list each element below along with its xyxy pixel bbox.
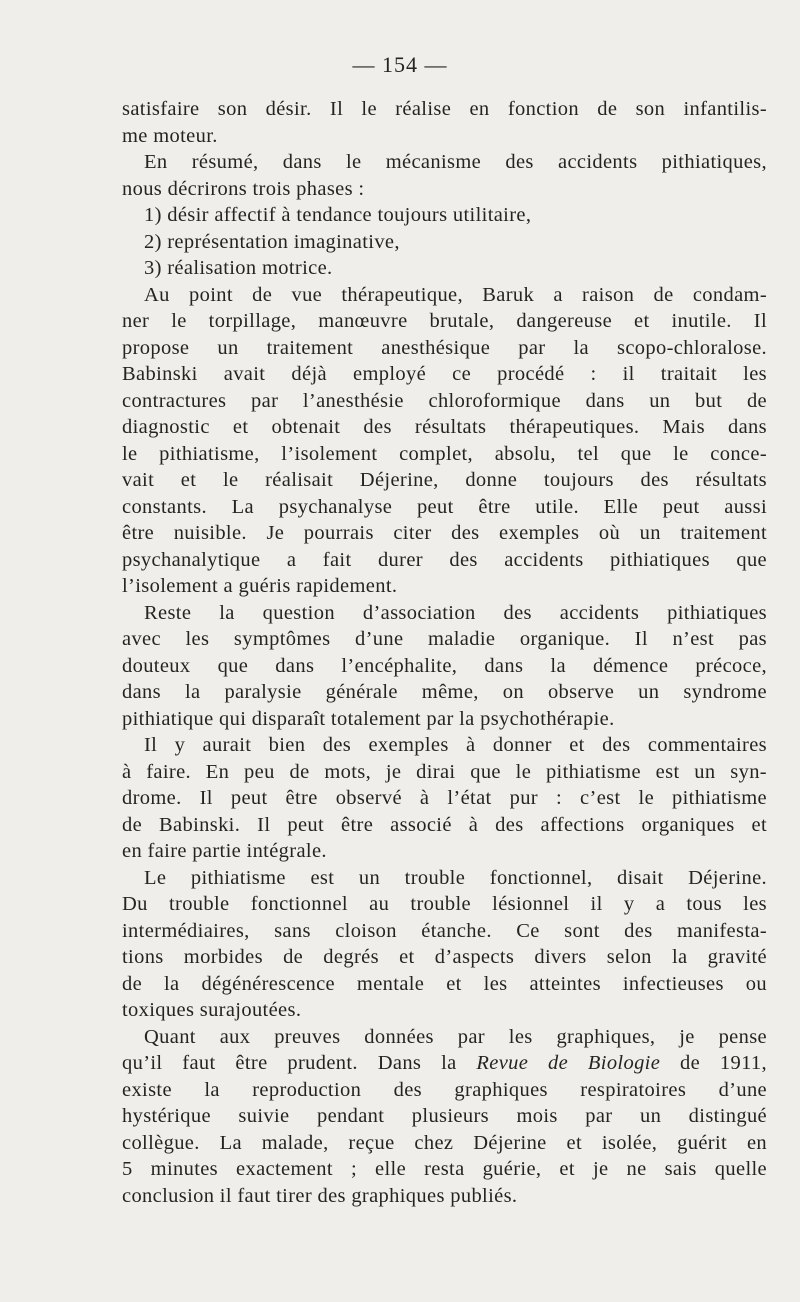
text-line: 1) désir affectif à tendance toujours utilitaire, bbox=[144, 204, 532, 226]
text-line: hystérique suivie pendant plusieurs mois par un distingué bbox=[122, 1105, 767, 1127]
text-line: nous décrirons trois phases : bbox=[122, 177, 365, 200]
text-line: 3) réalisation motrice. bbox=[144, 257, 333, 279]
text-line: toxiques surajoutées. bbox=[122, 999, 302, 1021]
text-line: Du trouble fonctionnel au trouble lésionnel il y a tous les bbox=[122, 893, 767, 915]
text-line: le pithiatisme, l’isolement complet, absolu, tel que le conce- bbox=[122, 442, 767, 465]
text-line: Il y aurait bien des exemples à donner et des commentaires bbox=[144, 734, 767, 756]
text-line: existe la reproduction des graphiques respiratoires d’une bbox=[122, 1078, 767, 1101]
text-line: Le pithiatisme est un trouble fonctionnel, disait Déjerine. bbox=[144, 866, 767, 889]
text-line: Au point de vue thérapeutique, Baruk a raison de condam- bbox=[144, 283, 767, 306]
text-line: être nuisible. Je pourrais citer des exemples où un traitement bbox=[122, 522, 767, 544]
text-line: à faire. En peu de mots, je dirai que le pithiatisme est un syn- bbox=[122, 760, 767, 783]
text-line: contractures par l’anesthésie chloroformique dans un but de bbox=[122, 389, 767, 412]
text-line: ner le torpillage, manœuvre brutale, dangereuse et inutile. Il bbox=[122, 310, 767, 332]
text-line: propose un traitement anesthésique par la scopo-chloralose. bbox=[122, 336, 767, 359]
text-line: psychanalytique a fait durer des accidents pithiatiques que bbox=[122, 548, 767, 571]
text-line: conclusion il faut tirer des graphiques publiés. bbox=[122, 1184, 518, 1207]
text-line: Reste la question d’association des accidents pithiatiques bbox=[144, 601, 767, 624]
text-line: de Babinski. Il peut être associé à des affections organiques et bbox=[122, 813, 767, 836]
text-line: Quant aux preuves données par les graphiques, je pense bbox=[144, 1025, 767, 1048]
text-line: dans la paralysie générale même, on observe un syndrome bbox=[122, 681, 767, 703]
text-line: drome. Il peut être observé à l’état pur : c’est le pithiatisme bbox=[122, 787, 767, 809]
text-line: avec les symptômes d’une maladie organique. Il n’est pas bbox=[122, 628, 767, 650]
text-line: douteux que dans l’encéphalite, dans la démence précoce, bbox=[122, 654, 767, 677]
text-line: pithiatique qui disparaît totalement par la psychothérapie. bbox=[122, 707, 615, 730]
text-line: satisfaire son désir. Il le réalise en fonction de son infantilis- bbox=[122, 98, 767, 120]
text-line: qu’il faut être prudent. Dans la Revue de Biologie de 1911, bbox=[122, 1052, 767, 1074]
text-line: 2) représentation imaginative, bbox=[144, 230, 400, 253]
text-line: constants. La psychanalyse peut être utile. Elle peut aussi bbox=[122, 495, 767, 518]
text-line: 5 minutes exactement ; elle resta guérie, et je ne sais quelle bbox=[122, 1158, 767, 1180]
page-number: — 154 — bbox=[352, 52, 448, 77]
text-line: diagnostic et obtenait des résultats thérapeutiques. Mais dans bbox=[122, 416, 767, 438]
text-line: l’isolement a guéris rapidement. bbox=[122, 575, 398, 597]
text-line: intermédiaires, sans cloison étanche. Ce sont des manifesta- bbox=[122, 919, 767, 942]
text-line: En résumé, dans le mécanisme des accidents pithiatiques, bbox=[144, 151, 767, 173]
body-text bbox=[122, 96, 767, 1209]
text-line: Babinski avait déjà employé ce procédé : il traitait les bbox=[122, 363, 767, 385]
text-line: tions morbides de degrés et d’aspects divers selon la gravité bbox=[122, 946, 767, 968]
journal-title: Revue de Biologie bbox=[476, 1052, 661, 1074]
text-line: vait et le réalisait Déjerine, donne toujours des résultats bbox=[122, 469, 767, 491]
text-line: de la dégénérescence mentale et les atteintes infectieuses ou bbox=[122, 972, 767, 995]
text-line: me moteur. bbox=[122, 124, 218, 147]
text-line: collègue. La malade, reçue chez Déjerine et isolée, guérit en bbox=[122, 1131, 767, 1154]
text-line: en faire partie intégrale. bbox=[122, 840, 327, 862]
